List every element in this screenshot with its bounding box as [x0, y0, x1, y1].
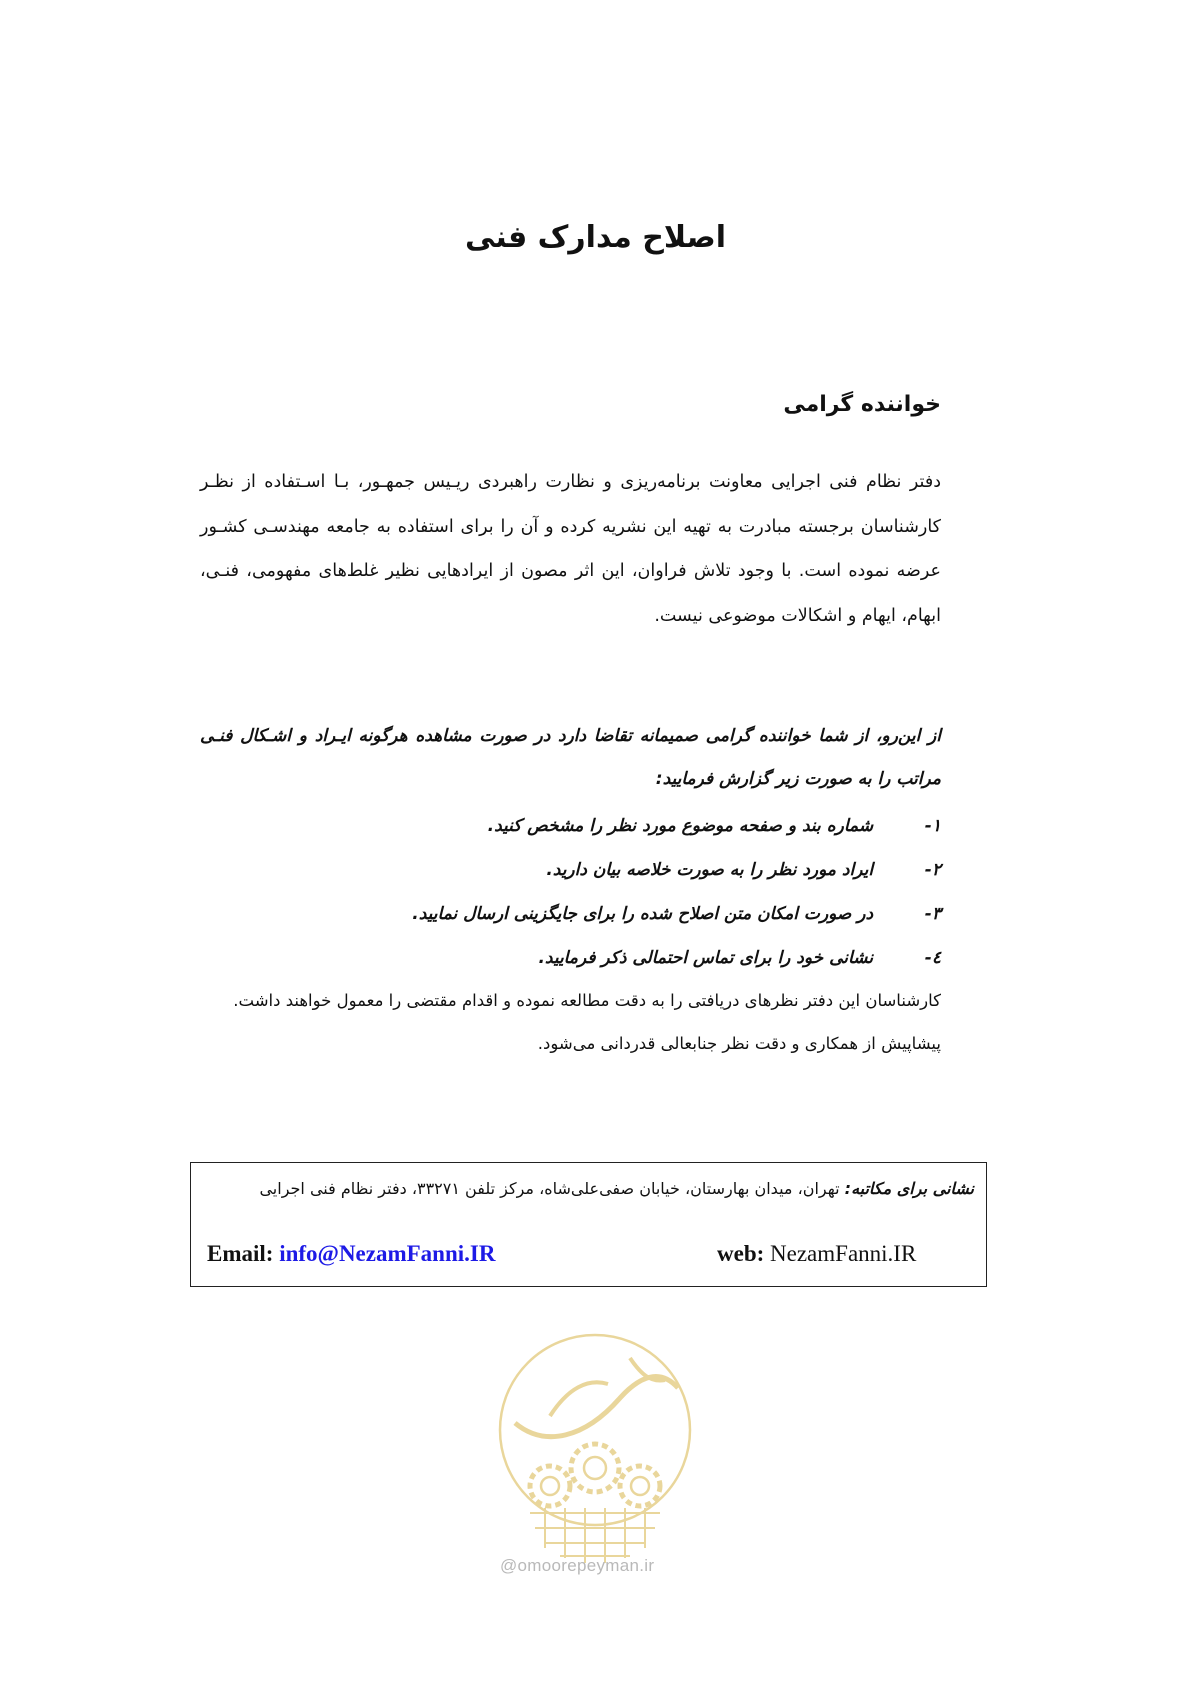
email-field [207, 1241, 495, 1267]
watermark-caption: @omoorepeyman.ir [500, 1556, 655, 1575]
item-text: نشانی خود را برای تماس احتمالی ذکر فرمایید. [538, 948, 874, 968]
email-label: Email: [207, 1241, 274, 1266]
item-text: ایراد مورد نظر را به صورت خلاصه بیان دارید. [546, 860, 874, 880]
excavator-icon [631, 1477, 649, 1495]
gear-icon [530, 1466, 570, 1506]
closing-line: کارشناسان این دفتر نظرهای دریافتی را به دقت مطالعه نموده و اقدام مقتضی را معمول خواهند داشت. [233, 991, 941, 1010]
closing-line: پیشاپیش از همکاری و دقت نظر جنابعالی قدردانی می‌شود. [537, 1033, 941, 1053]
logo-grid [530, 1508, 660, 1563]
item-text: شماره بند و صفحه موضوع مورد نظر را مشخص کنید. [487, 816, 874, 836]
closing-text [200, 980, 941, 1066]
request-paragraph: از این‌رو، از شما خواننده گرامی صمیمانه تقاضا دارد در صورت مشاهده هرگونه ایـراد و اشـکال فنـی مراتب را به صورت زیر گزارش فرمایید: [200, 726, 941, 790]
instruction-list [412, 804, 941, 980]
item-number: ۱- [924, 816, 941, 836]
address-label: نشانی برای مکاتبه: [844, 1179, 974, 1198]
list-item [412, 892, 941, 936]
address-text: تهران، میدان بهارستان، خیابان صفی‌علی‌شاه، مرکز تلفن ۳۳۲۷۱، دفتر نظام فنی اجرایی [259, 1179, 840, 1198]
scales-icon [541, 1477, 559, 1495]
gear-icon [620, 1466, 660, 1506]
item-number: ۲- [924, 860, 941, 880]
page-title: اصلاح مدارک فنی [465, 220, 726, 255]
item-number: ۳- [924, 904, 941, 924]
item-number: ٤- [924, 948, 941, 968]
gear-icon [571, 1444, 619, 1492]
web-link[interactable]: NezamFanni.IR [770, 1241, 917, 1266]
contact-box [190, 1162, 987, 1287]
item-text: در صورت امکان متن اصلاح شده را برای جایگزینی ارسال نمایید. [412, 904, 874, 924]
list-item [412, 804, 941, 848]
hardhat-icon [584, 1457, 606, 1479]
web-label: web: [717, 1241, 765, 1266]
logo-calligraphy-stroke [550, 1382, 608, 1416]
email-link[interactable]: info@NezamFanni.IR [279, 1241, 496, 1266]
contact-address [259, 1179, 974, 1198]
logo-calligraphy-swash [515, 1377, 678, 1437]
list-item [412, 848, 941, 892]
intro-paragraph: دفتر نظام فنی اجرایی معاونت برنامه‌ریزی و نظارت راهبردی ریـیس جمهـور، بـا اسـتفاده از نظـر کارشناسان برجسته مبادرت به تهیه این نشریه کرده و آن را برای استفاده به جامعه مهندسـی کشـور عرضه نموده است. با وجود تلاش فراوان، این اثر مصون از ایرادهایی نظیر غلط‌های مفهومی، فنـی، ابهام، ایهام و اشکالات موضوعی نیست. [200, 472, 941, 626]
web-field [717, 1241, 916, 1267]
salutation-heading: خواننده گرامی [783, 392, 941, 417]
list-item [412, 936, 941, 980]
